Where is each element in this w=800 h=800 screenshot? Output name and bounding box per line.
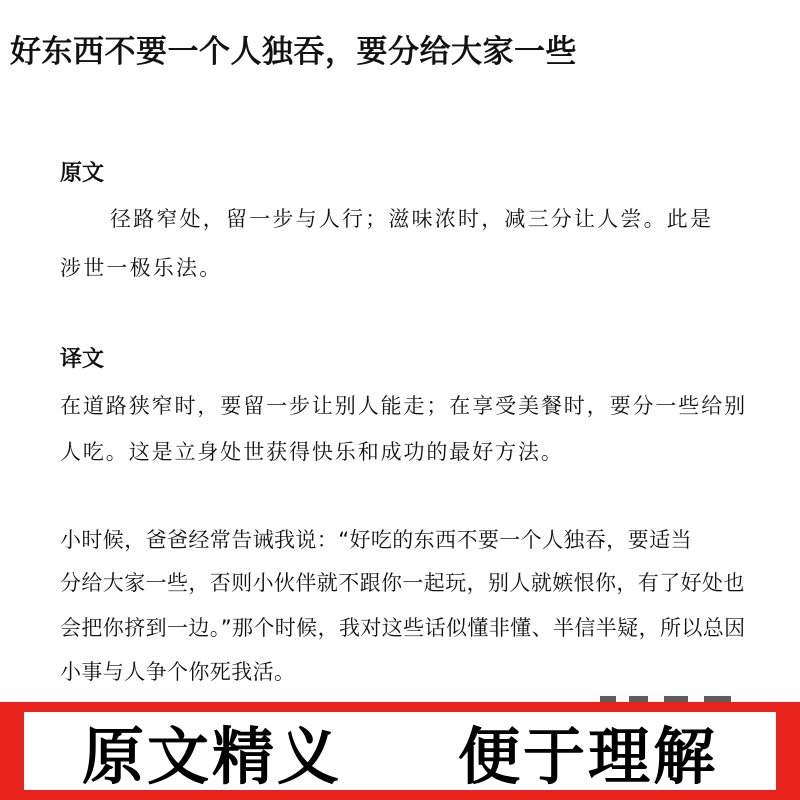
translation-heading: 译文 — [60, 347, 105, 372]
body-paragraph-line: 分给大家一些，否则小伙伴就不跟你一起玩，别人就嫉恨你，有了好处也 — [60, 571, 745, 595]
page-title: 好东西不要一个人独吞，要分给大家一些 — [10, 34, 577, 70]
banner-text-right: 便于理解 — [457, 719, 718, 793]
body-paragraph-line: 小事与人争个你死我活。 — [60, 660, 296, 684]
translation-line: 在道路狭窄时，要留一步让别人能走；在享受美餐时，要分一些给别 — [60, 394, 747, 418]
original-line: 径路窄处，留一步与人行；滋味浓时，减三分让人尝。此是 — [110, 207, 714, 231]
translation-line: 人吃。这是立身处世获得快乐和成功的最好方法。 — [60, 440, 564, 464]
promo-banner — [0, 702, 800, 800]
banner-text-left: 原文精义 — [81, 719, 342, 793]
body-paragraph-line: 小时候，爸爸经常告诫我说：“好吃的东西不要一个人独吞，要适当 — [60, 528, 692, 552]
promo-banner-panel — [24, 712, 776, 793]
body-paragraph-line: 会把你挤到一边。”那个时候，我对这些话似懂非懂、半信半疑，所以总因 — [60, 616, 746, 640]
original-line: 涉世一极乐法。 — [60, 256, 223, 280]
original-heading: 原文 — [60, 161, 105, 186]
